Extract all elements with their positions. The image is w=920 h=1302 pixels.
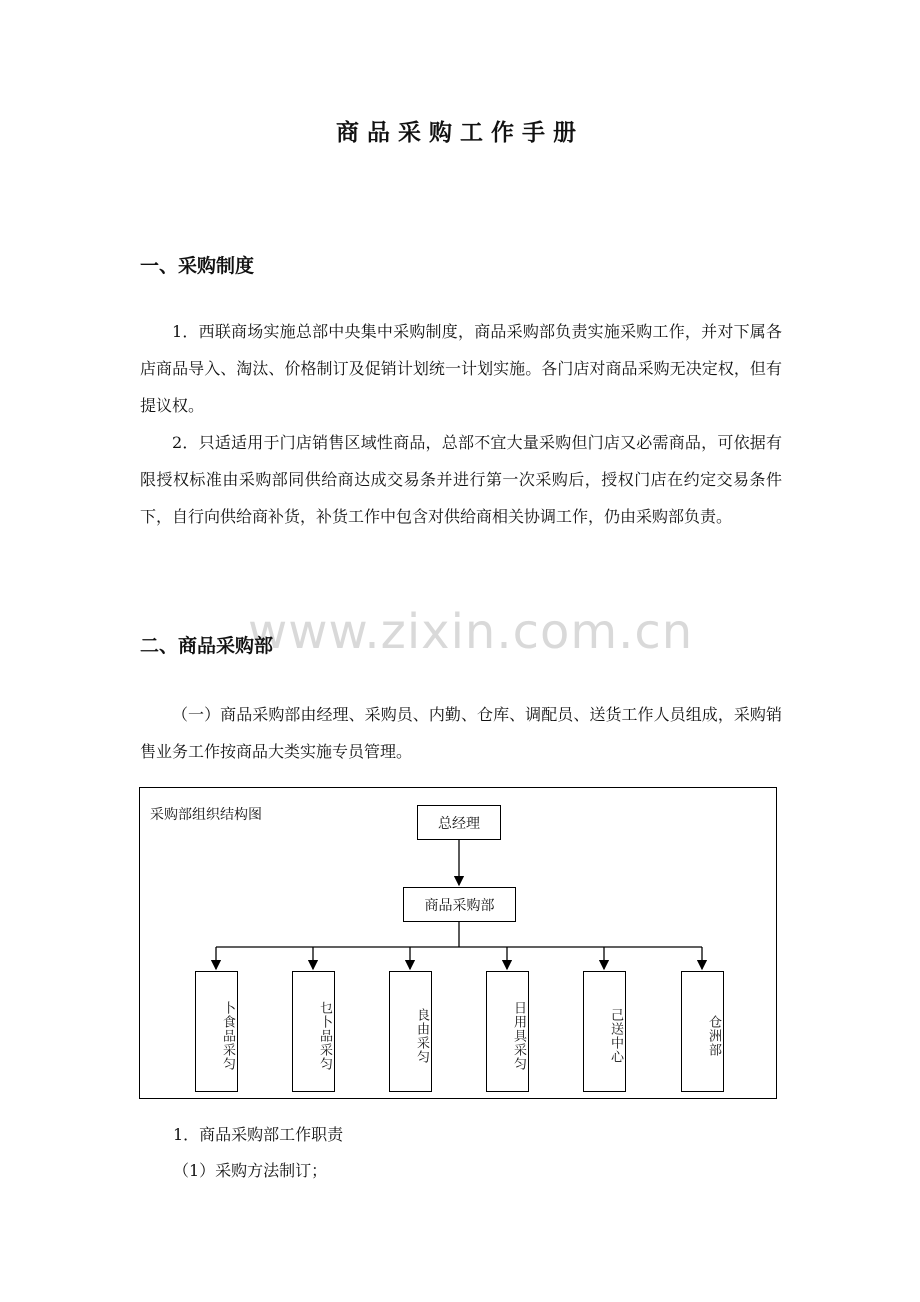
- watermark: www.zixin.com.cn: [248, 604, 694, 660]
- document-title: 商品采购工作手册: [336, 120, 584, 146]
- org-chart: [139, 787, 777, 1099]
- org-node-general-manager: 总经理: [417, 805, 501, 840]
- org-chart-label: 采购部组织结构图: [150, 807, 262, 823]
- section-heading-procurement-dept: 二、商品采购部: [140, 635, 274, 657]
- duty-item-1: （1）采购方法制订；: [173, 1161, 328, 1180]
- org-node-procurement-dept: 商品采购部: [403, 887, 516, 922]
- org-node-child-1: 卜食品采匀: [195, 971, 238, 1092]
- org-node-child-3: 良由采匀: [389, 971, 432, 1092]
- paragraph-1: 1．西联商场实施总部中央集中采购制度，商品采购部负责实施采购工作，并对下属各店商品导入、淘汰、价格制订及促销计划统一计划实施。各门店对商品采购无决定权，但有提议权。: [140, 322, 782, 415]
- org-node-child-4: 日用具采匀: [486, 971, 529, 1092]
- paragraph-3: （一）商品采购部由经理、采购员、内勤、仓库、调配员、送货工作人员组成，采购销售业务工作按商品大类实施专员管理。: [140, 705, 782, 761]
- org-node-child-5: 己送中心: [583, 971, 626, 1092]
- duties-heading: 1．商品采购部工作职责: [173, 1125, 344, 1144]
- org-node-child-2: 乜卜品采匀: [292, 971, 335, 1092]
- org-node-child-6: 仓洲部: [681, 971, 724, 1092]
- section-heading-procurement-system: 一、采购制度: [140, 255, 255, 277]
- paragraph-2: 2．只适适用于门店销售区域性商品，总部不宜大量采购但门店又必需商品，可依据有限授权标准由采购部同供给商达成交易条并进行第一次采购后，授权门店在约定交易条件下，自行向供给商补货，补货工作中包含对供给商相关协调工作，仍由采购部负责。: [140, 433, 782, 526]
